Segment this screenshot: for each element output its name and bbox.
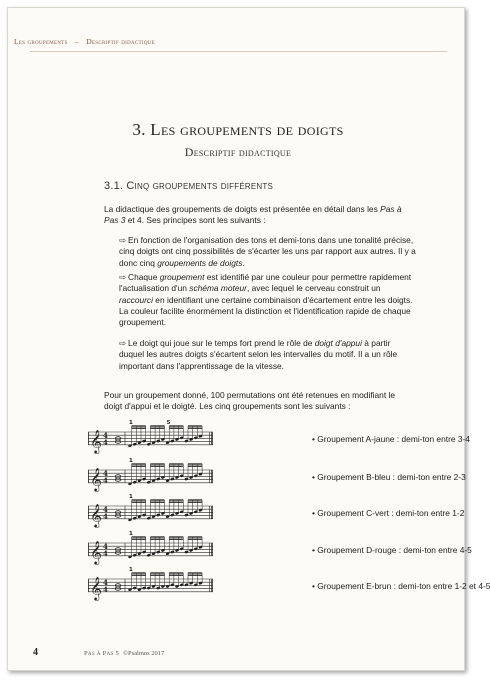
fingering-number: 1 xyxy=(129,531,133,537)
time-signature-top: 4 xyxy=(103,577,108,587)
header-separator: – xyxy=(74,37,79,46)
music-staff xyxy=(88,420,218,454)
chapter-subtitle: Descriptif didactique xyxy=(184,145,292,159)
bullet-paragraph-3: ⇨ Le doigt qui joue sur le temps fort prend le rôle de doigt d'appui à partir duquel les autres doigts s'écartent selon les intervalles du motif. Il a un rôle important dans l'apprentissage de la vitesse. xyxy=(119,338,398,371)
fingering-number: 5 xyxy=(166,420,171,426)
time-signature-bottom: 4 xyxy=(103,475,108,485)
music-staff xyxy=(88,567,218,601)
treble-clef-icon: 𝄞 xyxy=(90,428,102,453)
music-staff xyxy=(88,458,218,492)
intro-paragraph: La didactique des groupements de doigts est présentée en détail dans les Pas à Pas 3 et 4. Ses principes sont les suivants : xyxy=(104,204,402,226)
treble-clef-icon: 𝄞 xyxy=(90,502,102,527)
arrow-right-icon: ⇨ xyxy=(119,272,127,282)
time-signature-top: 4 xyxy=(103,430,108,440)
treble-clef-icon: 𝄞 xyxy=(90,539,102,564)
time-signature-bottom: 4 xyxy=(103,584,108,594)
fingering-number: 1 xyxy=(129,567,133,573)
footer-brand: Pas à Pas 5 xyxy=(84,650,120,657)
group-label-c: • Groupement C-vert : demi-ton entre 1-2 xyxy=(312,508,465,518)
treble-clef-icon: 𝄞 xyxy=(90,575,102,600)
time-signature-top: 4 xyxy=(103,504,108,514)
fingering-number: 1 xyxy=(129,420,133,426)
page-number: 4 xyxy=(33,647,38,658)
arrow-right-icon: ⇨ xyxy=(119,235,127,245)
page-footer xyxy=(84,650,164,657)
arrow-right-icon: ⇨ xyxy=(119,338,127,348)
section-title: 3.1. Cinq groupements différents xyxy=(104,180,273,192)
bullet-paragraph-2: ⇨ Chaque groupement est identifié par une couleur pour permettre rapidement l'actualisation d'un schéma moteur, avec lequel le cerveau construit un raccourci en identifiant une certaine combinaison d'écartement entre les doigts. La couleur facilite énormément la distinction et l'identification rapide de chaque groupement. xyxy=(119,272,413,328)
time-signature-top: 4 xyxy=(103,541,108,551)
chapter-title: 3. Les groupements de doigts xyxy=(132,120,344,139)
header-left: Les groupements xyxy=(14,37,68,46)
music-staff xyxy=(88,494,218,528)
group-label-b: • Groupement B-bleu : demi-ton entre 2-3 xyxy=(312,472,466,482)
running-header xyxy=(14,37,155,46)
fingering-number: 1 xyxy=(129,494,133,500)
time-signature-top: 4 xyxy=(103,468,108,478)
music-staff xyxy=(88,531,218,565)
header-right: Descriptif didactique xyxy=(86,37,156,46)
time-signature-bottom: 4 xyxy=(103,437,108,447)
time-signature-bottom: 4 xyxy=(103,548,108,558)
group-label-d: • Groupement D-rouge : demi-ton entre 4-5 xyxy=(312,545,472,555)
header-rule xyxy=(30,51,447,52)
bullet-paragraph-1: ⇨ En fonction de l'organisation des tons et demi-tons dans une tonalité précise, cinq doigts ont cinq possibilités de s'écarter les uns par rapport aux autres. Il y a donc cinq groupements de doigts. xyxy=(119,235,416,268)
group-label-e: • Groupement E-brun : demi-ton entre 1-2 et 4-5 xyxy=(312,581,490,591)
fingering-number: 1 xyxy=(129,458,133,464)
time-signature-bottom: 4 xyxy=(103,511,108,521)
outro-paragraph: Pour un groupement donné, 100 permutations ont été retenues en modifiant le doigt d'appui et le doigté. Les cinq groupements sont les suivants : xyxy=(104,390,395,412)
group-label-a: • Groupement A-jaune : demi-ton entre 3-4 xyxy=(312,434,470,444)
footer-copyright: ©Psalmos 2017 xyxy=(123,650,165,657)
treble-clef-icon: 𝄞 xyxy=(90,466,102,491)
